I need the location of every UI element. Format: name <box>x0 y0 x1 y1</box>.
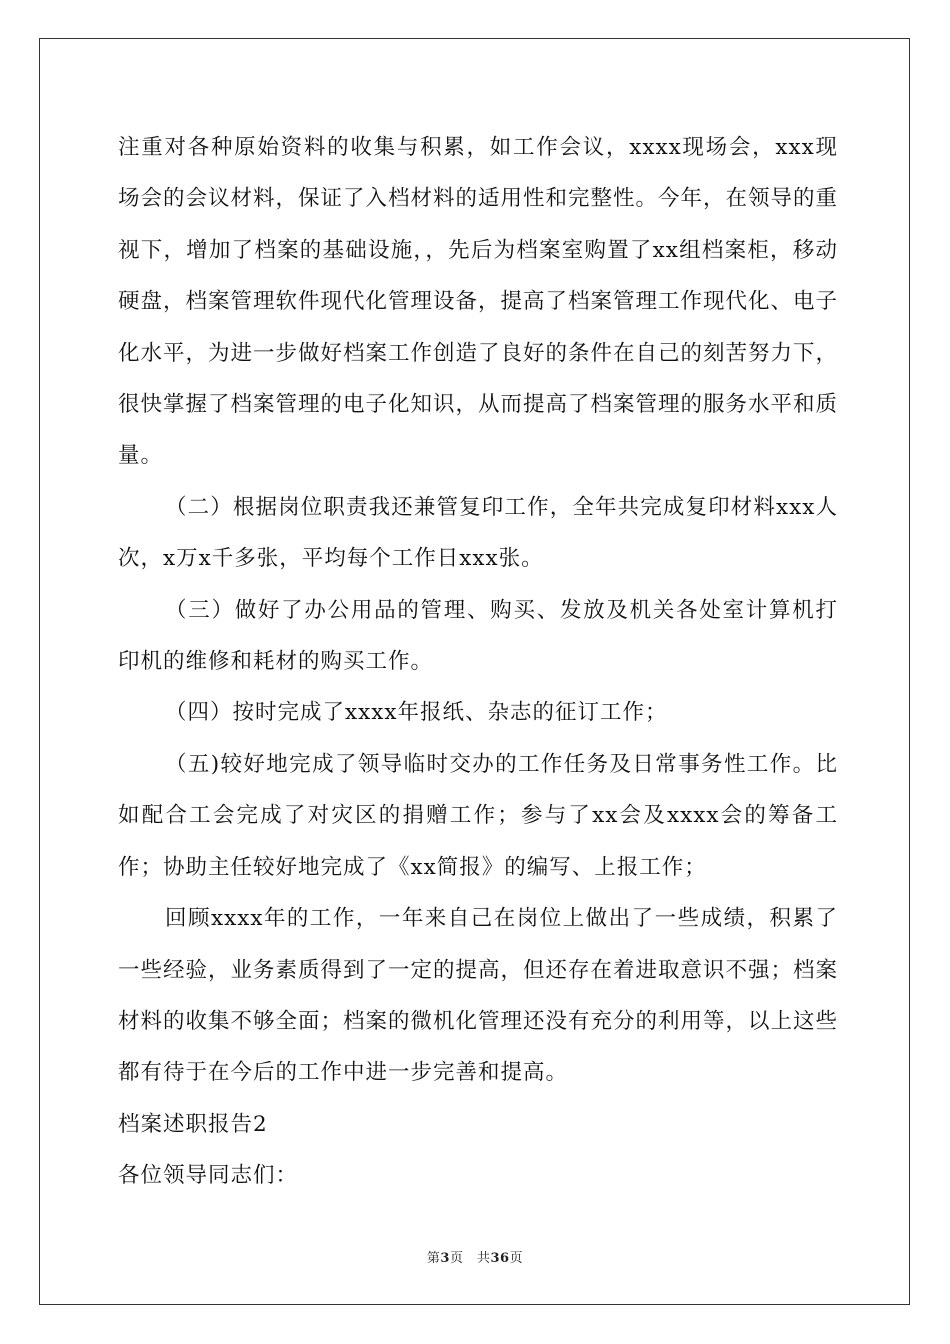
footer-middle: 页 共 <box>449 1251 491 1266</box>
paragraph: （二）根据岗位职责我还兼管复印工作，全年共完成复印材料xxx人次，x万x千多张，平均每个工作日xxx张。 <box>118 494 838 572</box>
footer-prefix: 第 <box>426 1251 441 1266</box>
paragraph: （五)较好地完成了领导临时交办的工作任务及日常事务性工作。比如配合工会完成了对灾区的捐赠工作；参与了xx会及xxxx会的筹备工作；协助主任较好地完成了《xx简报》的编写、上报工作； <box>118 751 838 880</box>
document-body <box>118 122 838 1202</box>
paragraph: 回顾xxxx年的工作，一年来自己在岗位上做出了一些成绩，积累了一些经验，业务素质得到了一定的提高，但还存在着进取意识不强；档案材料的收集不够全面；档案的微机化管理还没有充分的利用等，以上这些都有待于在今后的工作中进一步完善和提高。 <box>118 906 839 1086</box>
paragraph: （三）做好了办公用品的管理、购买、发放及机关各处室计算机打印机的维修和耗材的购买工作。 <box>118 597 838 675</box>
section-heading: 档案述职报告2 <box>118 1111 268 1137</box>
paragraph: 注重对各种原始资料的收集与积累，如工作会议，xxxx现场会，xxx现场会的会议材料，保证了入档材料的适用性和完整性。今年，在领导的重视下，增加了档案的基础设施，，先后为档案室购置了xx组档案柜，移动硬盘，档案管理软件现代化管理设备，提高了档案管理工作现代化、电子化水平，为进一步做好档案工作创造了良好的条件在自己的刻苦努力下，很快掌握了档案管理的电子化知识，从而提高了档案管理的服务水平和质量。 <box>118 135 839 469</box>
page-footer <box>0 1247 950 1266</box>
current-page-number: 3 <box>440 1251 450 1266</box>
paragraph: （四）按时完成了xxxx年报纸、杂志的征订工作； <box>165 700 668 726</box>
footer-suffix: 页 <box>509 1251 524 1266</box>
salutation: 各位领导同志们： <box>118 1163 299 1189</box>
total-pages-number: 36 <box>490 1251 510 1266</box>
